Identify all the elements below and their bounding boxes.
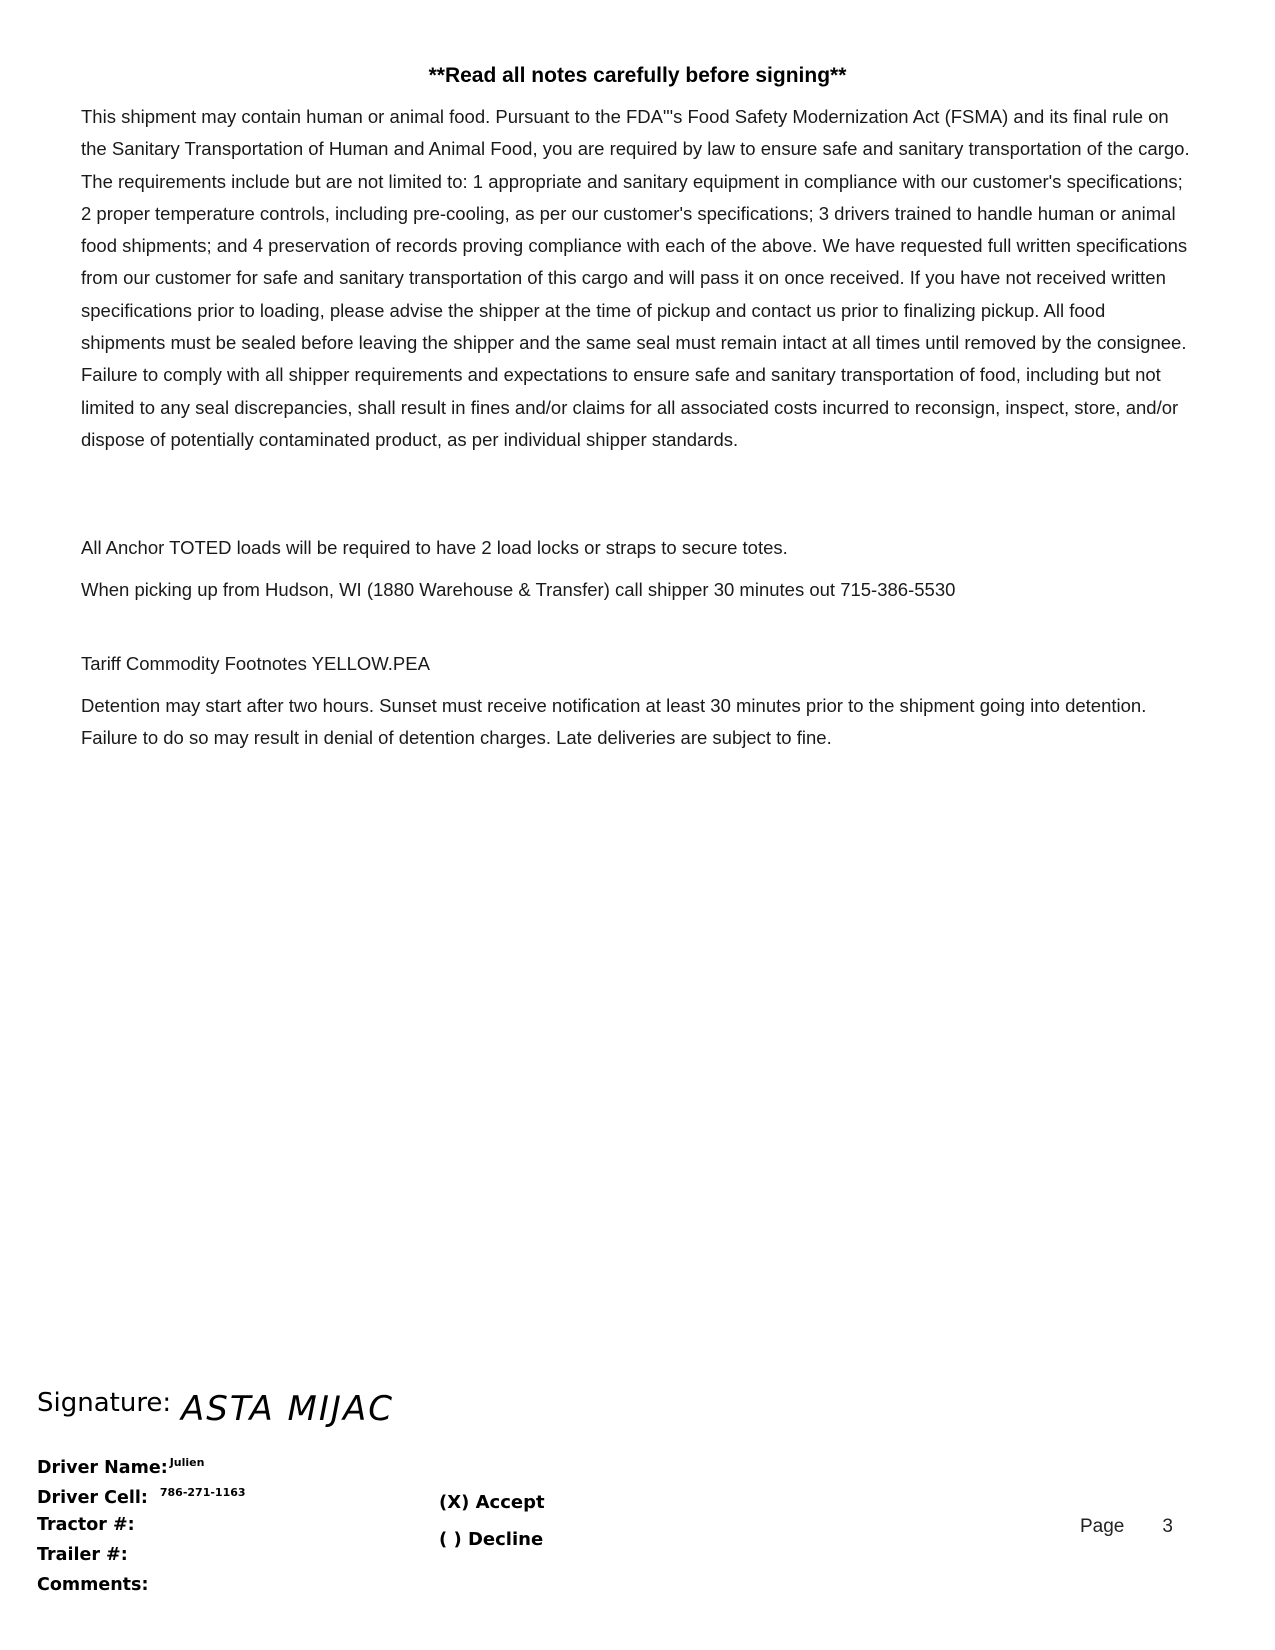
driver-cell-value: 786-271-1163 — [159, 1486, 246, 1499]
driver-cell-label: Driver Cell: — [37, 1488, 148, 1508]
trailer-label: Trailer #: — [37, 1545, 128, 1565]
detention-note: Detention may start after two hours. Sunset must receive notification at least 30 minutes prior to the shipment going into detention. Failure to do so may result in denial of detention charges. Late deliveries are subject to fine. — [81, 695, 1147, 749]
comments-row — [37, 1575, 148, 1595]
notes-heading: **Read all notes carefully before signing** — [428, 64, 847, 87]
driver-name-label: Driver Name: — [37, 1458, 168, 1478]
page-label: Page — [1080, 1516, 1125, 1537]
decline-option: ( ) Decline — [439, 1529, 544, 1550]
driver-name-row — [37, 1456, 204, 1478]
signature-label: Signature: — [37, 1388, 172, 1418]
driver-name-value: Julien — [169, 1456, 205, 1469]
fsma-notice-paragraph: This shipment may contain human or animal food. Pursuant to the FDA"'s Food Safety Modernization Act (FSMA) and its final rule on the Sanitary Transportation of Human and Animal Food, you are required by law to ensure safe and sanitary transportation of the cargo. The requirements include but are not limited to: 1 appropriate and sanitary equipment in compliance with our customer's specifications; 2 proper temperature controls, including pre-cooling, as per our customer's specifications; 3 drivers trained to handle human or animal food shipments; and 4 preservation of records proving compliance with each of the above. We have requested full written specifications from our customer for safe and sanitary transportation of this cargo and will pass it on once received. If you have not received written specifications prior to loading, please advise the shipper at the time of pickup and contact us prior to finalizing pickup. All food shipments must be sealed before leaving the shipper and the same seal must remain intact at all times until removed by the consignee. Failure to comply with all shipper requirements and expectations to ensure safe and sanitary transportation of food, including but not limited to any seal discrepancies, shall result in fines and/or claims for all associated costs incurred to reconsign, inspect, store, and/or dispose of potentially contaminated product, as per individual shipper standards. — [81, 106, 1190, 450]
anchor-toted-note: All Anchor TOTED loads will be required to have 2 load locks or straps to secure totes. — [81, 537, 788, 558]
tractor-label: Tractor #: — [37, 1515, 135, 1535]
comments-label: Comments: — [37, 1575, 149, 1595]
page-number-value: 3 — [1162, 1516, 1173, 1537]
driver-cell-row — [37, 1486, 246, 1508]
tractor-row — [37, 1515, 135, 1535]
signature-value: ASTA MIJAC — [181, 1389, 394, 1429]
page-number — [1080, 1516, 1173, 1538]
hudson-pickup-note: When picking up from Hudson, WI (1880 Warehouse & Transfer) call shipper 30 minutes out 715-386-5530 — [81, 579, 956, 600]
tariff-footnote: Tariff Commodity Footnotes YELLOW.PEA — [81, 653, 430, 674]
accept-option: (X) Accept — [439, 1492, 545, 1513]
trailer-row — [37, 1545, 128, 1565]
